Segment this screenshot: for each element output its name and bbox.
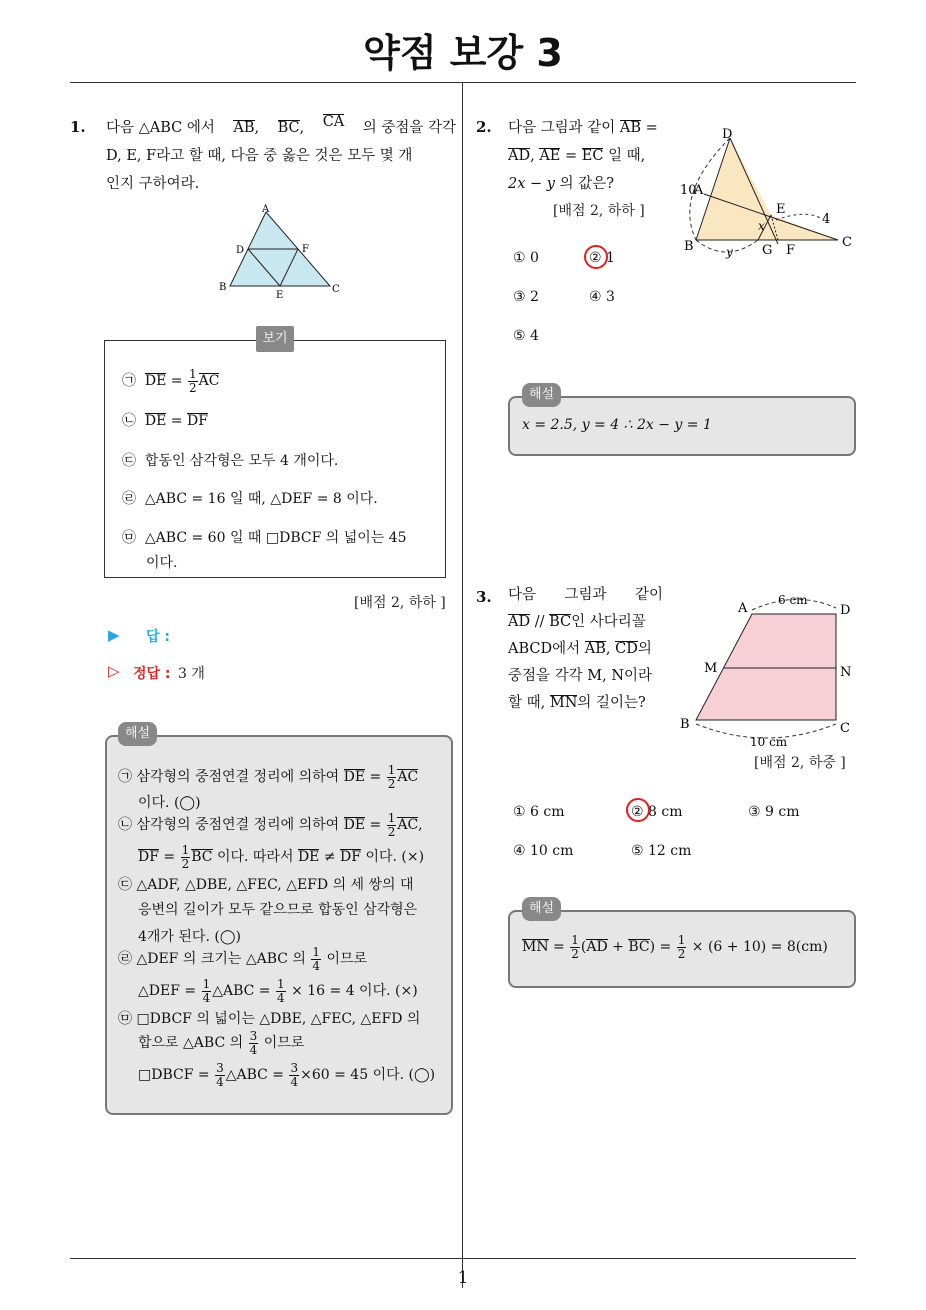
q3-label-b: B — [680, 717, 690, 732]
q1-correct-value: 3 개 — [178, 666, 205, 682]
q3-label-top: 6 cm — [778, 593, 808, 607]
q1-answer-label: 답 : — [146, 629, 170, 645]
q3-label-a: A — [738, 601, 748, 616]
top-divider — [70, 82, 856, 83]
q2-selected-circle — [584, 245, 608, 269]
q1-label-e: E — [276, 290, 284, 300]
q1-label-b: B — [219, 282, 227, 293]
q3-label-m: M — [704, 661, 718, 676]
q2-choice-5[interactable]: ⑤ 4 — [513, 328, 539, 344]
q1-sol-line-6: 응변의 길이가 모두 같으므로 합동인 삼각형은 — [138, 902, 418, 918]
q2-number: 2. — [476, 118, 492, 136]
q3-choice-2[interactable]: ② 8 cm — [631, 804, 683, 820]
q2-choice-4[interactable]: ④ 3 — [589, 289, 615, 305]
q1-bogi-item-4: ㉣ △ABC = 16 일 때, △DEF = 8 이다. — [122, 491, 378, 507]
q1-bogi-item-5-tail: 이다. — [146, 555, 178, 571]
q1-meta: [배점 2, 하하 ] — [354, 595, 446, 611]
q2-meta: [배점 2, 하하 ] — [553, 203, 645, 219]
q2-label-b: B — [684, 239, 694, 254]
q3-selected-circle — [626, 798, 650, 822]
q1-correct-label: 정답 : — [133, 666, 171, 682]
q2-label-e: E — [776, 202, 786, 217]
q1-bogi-item-2: ㉡ DE = DF — [122, 413, 208, 429]
q2-label-ten: 10 — [680, 183, 697, 198]
q3-choice-5[interactable]: ⑤ 12 cm — [631, 843, 692, 859]
q1-sol-line-12: □DBCF = $\frac{3}{4}$ △ABC = $\frac{3}{4}$ ×60 = 45 이다. (◯) — [138, 1061, 436, 1089]
q1-stem: 다음 △ABC 에서 AB, BC, CA 의 중점을 각각 D, E, F라고 할 때, 다음 중 옳은 것은 모두 몇 개 인지 구하여라. — [106, 114, 456, 192]
q3-label-bottom: 10 cm — [750, 735, 788, 749]
q2-stem: 다음 그림과 같이 AB = AD, AE = EC 일 때, 2x − y 의 값은? — [508, 120, 658, 192]
q3-choice-3[interactable]: ③ 9 cm — [748, 804, 800, 820]
page-title: 약점 보강 3 — [363, 31, 563, 75]
q2-solution-text: x = 2.5, y = 4 ∴ 2x − y = 1 — [522, 417, 712, 433]
q3-solution-line: MN = $\frac{1}{2}$ (AD + BC) = $\frac{1}{2}$ × (6 + 10) = 8(cm) — [522, 933, 828, 961]
q3-label-n: N — [840, 665, 852, 680]
q1-label-c: C — [332, 284, 340, 295]
correct-arrow-icon: ▷ — [108, 662, 120, 680]
q1-sol-line-10: ㉤ □DBCF 의 넓이는 △DBE, △FEC, △EFD 의 — [118, 1011, 421, 1027]
q2-label-four: 4 — [822, 212, 831, 227]
q1-sol-line-4: DF = $\frac{1}{2}$ BC 이다. 따라서 DE ≠ DF 이다. (×) — [138, 843, 425, 871]
q1-sol-line-11: 합으로 △ABC 의 $\frac{3}{4}$ 이므로 — [138, 1029, 305, 1057]
q1-sol-line-5: ㉢ △ADF, △DBE, △FEC, △EFD 의 세 쌍의 대 — [118, 877, 414, 893]
q3-stem: 다음 그림과 같이 AD // BC인 사다리꼴 ABCD에서 AB, CD의 중점을 각각 M, N이라 할 때, MN의 길이는? — [508, 587, 663, 711]
q1-solution-title: 해설 — [118, 722, 157, 746]
q2-label-c: C — [842, 235, 852, 250]
q3-choice-1[interactable]: ① 6 cm — [513, 804, 565, 820]
q2-choice-3[interactable]: ③ 2 — [513, 289, 539, 305]
page-number: 1 — [457, 1268, 469, 1288]
q2-label-f: F — [786, 243, 796, 258]
q1-label-f: F — [302, 244, 309, 255]
q3-label-d: D — [840, 603, 851, 618]
q1-sol-line-2: 이다. (◯) — [138, 795, 201, 811]
q1-triangle-figure — [214, 200, 344, 300]
q2-solution-title: 해설 — [522, 383, 561, 407]
q1-sol-line-1: ㉠ 삼각형의 중점연결 정리에 의하여 DE = $\frac{1}{2}$ AC — [118, 763, 419, 791]
q1-bogi-item-5: ㉤ △ABC = 60 일 때 □DBCF 의 넓이는 45 — [122, 530, 407, 546]
q1-sol-line-7: 4개가 된다. (◯) — [138, 929, 241, 945]
q3-meta: [배점 2, 하중 ] — [754, 755, 846, 771]
q2-label-x: x — [758, 219, 765, 233]
q1-label-d: D — [236, 245, 245, 256]
q1-sol-line-3: ㉡ 삼각형의 중점연결 정리에 의하여 DE = $\frac{1}{2}$ AC, — [118, 811, 423, 839]
q1-number: 1. — [70, 118, 86, 136]
q3-choice-4[interactable]: ④ 10 cm — [513, 843, 574, 859]
q3-solution-title: 해설 — [522, 897, 561, 921]
q3-label-c: C — [840, 721, 850, 736]
q2-label-g: G — [762, 243, 773, 258]
q1-bogi-title: 보기 — [256, 326, 294, 352]
q2-choice-2[interactable]: ② 1 — [589, 250, 615, 266]
q2-figure — [676, 124, 858, 264]
q1-sol-line-8: ㉣ △DEF 의 크기는 △ABC 의 $\frac{1}{4}$ 이므로 — [118, 945, 368, 973]
q2-choice-1[interactable]: ① 0 — [513, 250, 539, 266]
q2-label-y: y — [726, 245, 733, 259]
q1-label-a: A — [262, 204, 270, 215]
q2-label-d: D — [722, 127, 733, 142]
bottom-divider — [70, 1258, 856, 1259]
column-divider — [462, 83, 463, 1288]
q3-number: 3. — [476, 588, 492, 606]
q1-bogi-item-1: ㉠ DE = $\frac{1}{2}$ AC — [122, 367, 220, 395]
q2-label-a: A — [694, 183, 704, 198]
q1-bogi-item-3: ㉢ 합동인 삼각형은 모두 4 개이다. — [122, 453, 339, 469]
q3-trapezoid-figure — [676, 590, 858, 750]
answer-arrow-icon: ▶ — [108, 626, 120, 644]
q1-sol-line-9: △DEF = $\frac{1}{4}$ △ABC = $\frac{1}{4}$ × 16 = 4 이다. (×) — [138, 977, 418, 1005]
